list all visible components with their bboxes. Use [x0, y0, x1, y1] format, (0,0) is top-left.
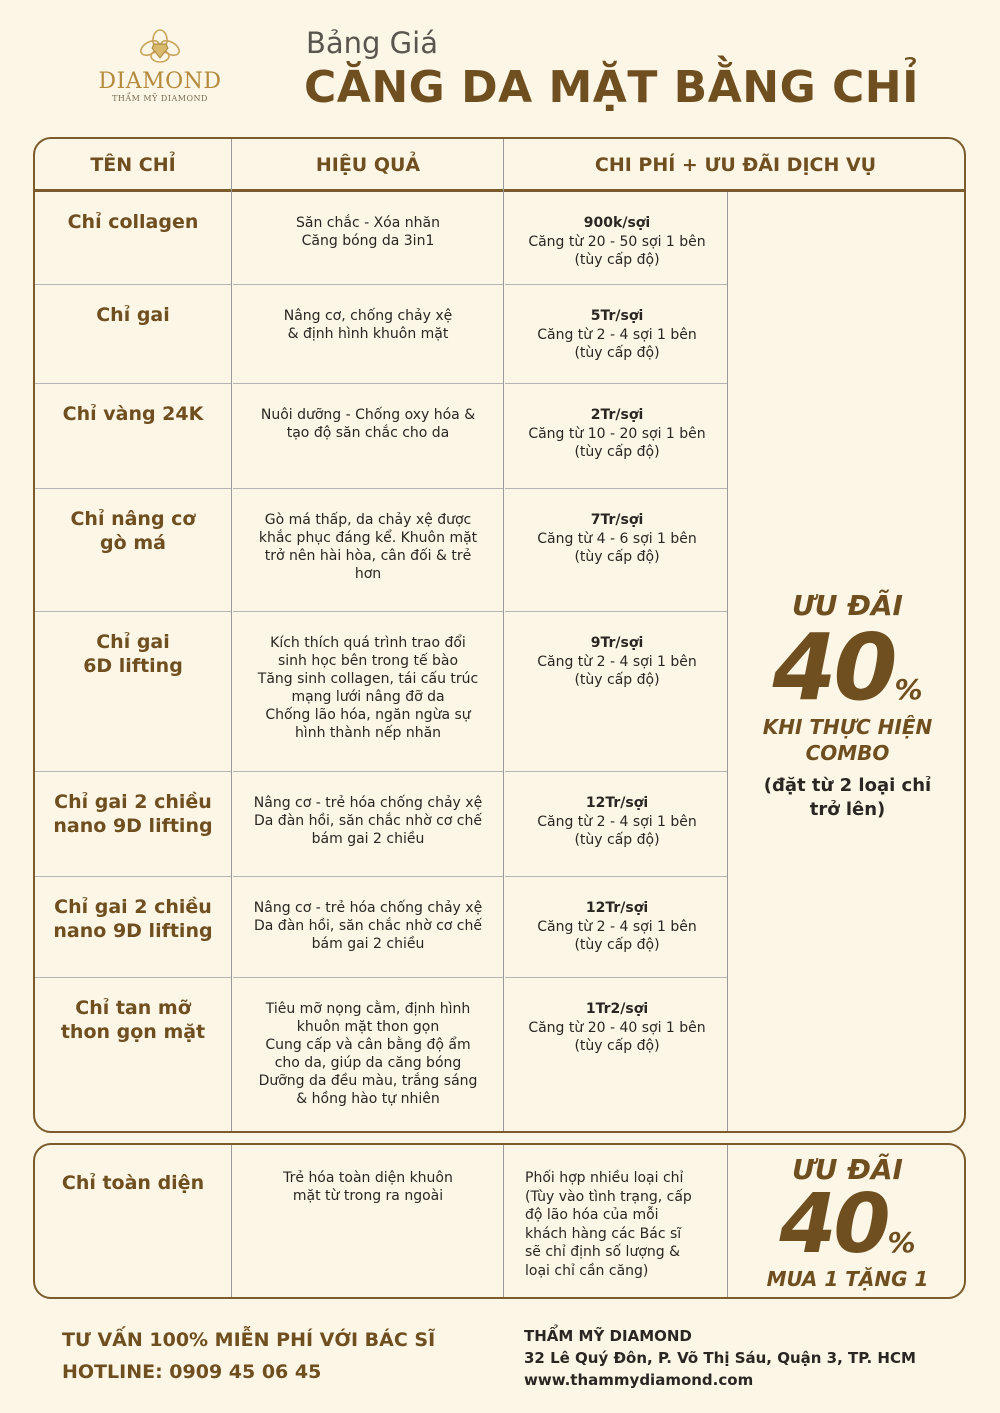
thread-effect-line: Nuôi dưỡng - Chống oxy hóa & [260, 407, 476, 423]
thread-name-line: Chỉ tan mỡ [75, 997, 191, 1019]
footer-brand: THẨM MỸ DIAMOND [524, 1327, 692, 1345]
row-divider [35, 611, 231, 612]
combo-price-line: (Tùy vào tình trạng, cấp [525, 1188, 692, 1205]
column-divider [503, 139, 504, 1133]
thread-price-value: 7Tr/sợi [590, 512, 644, 528]
thread-price [505, 214, 729, 270]
thread-name [35, 996, 231, 1044]
thread-effect-line: Nâng cơ - trẻ hóa chống chảy xệ [253, 900, 483, 916]
row-divider [505, 977, 727, 978]
column-header-price: CHI PHÍ + ƯU ĐÃI DỊCH VỤ [594, 154, 877, 176]
thread-price-note: (tùy cấp độ) [574, 832, 660, 848]
row-divider [233, 876, 503, 877]
row-divider [505, 284, 727, 285]
thread-price-detail: Căng từ 2 - 4 sợi 1 bên [537, 326, 697, 343]
thread-price-note: (tùy cấp độ) [574, 672, 660, 688]
thread-effect-line: bám gai 2 chiều [311, 936, 425, 952]
thread-price-note: (tùy cấp độ) [574, 549, 660, 565]
offer-note-2: trở lên) [809, 799, 886, 820]
row-divider [505, 771, 727, 772]
thread-name [35, 895, 231, 943]
thread-price-note: (tùy cấp độ) [574, 345, 660, 361]
thread-effect-line: & định hình khuôn mặt [287, 326, 449, 342]
offer-percent: % [894, 673, 923, 706]
thread-effect [233, 406, 503, 442]
thread-effect [233, 899, 503, 953]
thread-name-line: 6D lifting [83, 655, 183, 677]
thread-price [505, 634, 729, 690]
column-header-effect: HIỆU QUẢ [315, 154, 421, 176]
thread-price [505, 406, 729, 462]
thread-effect-line: Tiêu mỡ nọng cằm, định hình [265, 1001, 471, 1017]
thread-price-value: 12Tr/sợi [585, 795, 649, 811]
thread-effect-line: Dưỡng da đều màu, trắng sáng [258, 1073, 478, 1089]
row-divider [233, 611, 503, 612]
logo-subtitle: THẨM MỸ DIAMOND [112, 94, 208, 103]
combo-name: Chỉ toàn diện [61, 1172, 205, 1194]
hotline-link[interactable]: HOTLINE: 0909 45 06 45 [62, 1361, 322, 1383]
offer-line-2: COMBO [805, 741, 890, 765]
thread-name [35, 630, 231, 678]
combo-effect-line: mặt từ trong ra ngoài [292, 1188, 444, 1204]
thread-effect-line: Da đàn hồi, săn chắc nhờ cơ chế [254, 813, 482, 829]
row-divider [233, 977, 503, 978]
row-divider [35, 876, 231, 877]
offer-number: 40 [779, 1177, 888, 1272]
offer-discount [729, 614, 966, 721]
thread-name-line: Chỉ gai [96, 304, 170, 326]
offer-note-1: (đặt từ 2 loại chỉ [763, 775, 932, 796]
thread-effect-line: hơn [354, 566, 382, 582]
row-divider [233, 771, 503, 772]
thread-effect-line: Nâng cơ, chống chảy xệ [283, 308, 453, 324]
thread-price-detail: Căng từ 10 - 20 sợi 1 bên [528, 425, 706, 442]
thread-name-line: Chỉ gai 2 chiều [54, 791, 212, 813]
thread-effect [233, 307, 503, 343]
footer-contact [62, 1326, 435, 1386]
offer-line-1: MUA 1 TẶNG 1 [766, 1267, 929, 1291]
column-divider [503, 1145, 504, 1299]
thread-name [35, 402, 231, 426]
thread-price-detail: Căng từ 2 - 4 sợi 1 bên [537, 813, 697, 830]
column-header-name: TÊN CHỈ [90, 154, 176, 176]
combo-price-line: loại chỉ cần căng) [525, 1262, 649, 1279]
thread-name-line: Chỉ nâng cơ [70, 508, 196, 530]
row-divider [505, 488, 727, 489]
thread-effect-line: sinh học bên trong tế bào [277, 653, 459, 669]
thread-effect-line: Săn chắc - Xóa nhăn [296, 215, 440, 231]
thread-effect-line: Cung cấp và cân bằng độ ẩm [265, 1037, 471, 1053]
row-divider [505, 611, 727, 612]
header-divider [35, 189, 964, 192]
thread-price-detail: Căng từ 4 - 6 sợi 1 bên [537, 530, 697, 547]
combo-price-line: khách hàng các Bác sĩ [525, 1225, 682, 1242]
row-divider [505, 383, 727, 384]
thread-name-line: nano 9D lifting [53, 920, 213, 942]
row-divider [35, 488, 231, 489]
thread-price-value: 900k/sợi [583, 215, 651, 231]
combo-price-line: sẽ chỉ định số lượng & [525, 1244, 681, 1260]
thread-price-note: (tùy cấp độ) [574, 444, 660, 460]
thread-effect [233, 511, 503, 583]
thread-price-note: (tùy cấp độ) [574, 1038, 660, 1054]
thread-effect-line: Tăng sinh collagen, tái cấu trúc [257, 671, 479, 687]
thread-effect-line: Gò má thấp, da chảy xệ được [264, 512, 472, 528]
thread-effect-line: khắc phục đáng kể. Khuôn mặt [258, 530, 478, 546]
row-divider [233, 383, 503, 384]
thread-effect-line: Chống lão hóa, ngăn ngừa sự [265, 707, 471, 723]
logo-wordmark: DIAMOND [98, 69, 222, 94]
column-divider [231, 139, 232, 1133]
offer-title: ƯU ĐÃI [792, 1153, 903, 1186]
thread-price-detail: Căng từ 20 - 40 sợi 1 bên [528, 1019, 706, 1036]
thread-price [505, 511, 729, 567]
thread-effect-line: tạo độ săn chắc cho da [286, 425, 450, 441]
brand-logo [90, 28, 230, 112]
row-divider [35, 383, 231, 384]
thread-effect-line: Căng bóng da 3in1 [301, 233, 435, 249]
row-divider [233, 488, 503, 489]
thread-price [505, 307, 729, 363]
combo-table [33, 1143, 966, 1299]
thread-effect-line: & hồng hào tự nhiên [296, 1091, 440, 1107]
offer-line-1: KHI THỰC HIỆN [762, 715, 933, 739]
thread-name [35, 303, 231, 327]
thread-price-detail: Căng từ 20 - 50 sợi 1 bên [528, 233, 706, 250]
thread-name [35, 210, 231, 234]
thread-price [505, 1000, 729, 1056]
thread-effect [233, 1000, 503, 1108]
diamond-logo-icon [138, 28, 182, 68]
row-divider [35, 284, 231, 285]
consult-text: TƯ VẤN 100% MIỄN PHÍ VỚI BÁC SĨ [62, 1329, 436, 1351]
combo-price-line: Phối hợp nhiều loại chỉ [525, 1170, 684, 1186]
thread-effect-line: bám gai 2 chiều [311, 831, 425, 847]
combo-effect-line: Trẻ hóa toàn diện khuôn [283, 1170, 453, 1186]
column-divider [231, 1145, 232, 1299]
website-link[interactable]: www.thammydiamond.com [524, 1371, 754, 1389]
offer-percent: % [887, 1226, 916, 1259]
thread-effect-line: hình thành nếp nhăn [294, 725, 442, 741]
row-divider [233, 284, 503, 285]
combo-offer [729, 589, 966, 822]
thread-effect-line: Kích thích quá trình trao đổi [270, 635, 466, 651]
thread-name-line: Chỉ collagen [67, 211, 199, 233]
thread-effect-line: mạng lưới nâng đỡ da [291, 689, 445, 705]
thread-price-value: 12Tr/sợi [585, 900, 649, 916]
thread-name-line: nano 9D lifting [53, 815, 213, 837]
thread-price [505, 794, 729, 850]
thread-price-value: 5Tr/sợi [590, 308, 644, 324]
thread-price [505, 899, 729, 955]
thread-effect-line: cho da, giúp da căng bóng [274, 1055, 462, 1071]
thread-price-note: (tùy cấp độ) [574, 252, 660, 268]
offer-discount [729, 1177, 966, 1272]
price-table [33, 137, 966, 1133]
thread-price-value: 9Tr/sợi [590, 635, 644, 651]
thread-effect-line: khuôn mặt thon gọn [296, 1019, 440, 1035]
thread-price-detail: Căng từ 2 - 4 sợi 1 bên [537, 653, 697, 670]
thread-name [35, 790, 231, 838]
thread-name [35, 507, 231, 555]
offer-number: 40 [772, 614, 895, 721]
combo-price [505, 1169, 729, 1280]
combo-effect [233, 1169, 503, 1205]
row-divider [35, 977, 231, 978]
thread-name-line: Chỉ gai 2 chiều [54, 896, 212, 918]
thread-name-line: thon gọn mặt [60, 1021, 206, 1043]
thread-effect-line: Da đàn hồi, săn chắc nhờ cơ chế [254, 918, 482, 934]
thread-name-line: Chỉ vàng 24K [62, 403, 204, 425]
thread-effect-line: trở nên hài hòa, cân đối & trẻ [264, 548, 472, 564]
page-title: CĂNG DA MẶT BẰNG CHỈ [304, 62, 919, 113]
thread-price-note: (tùy cấp độ) [574, 937, 660, 953]
footer-address-line: 32 Lê Quý Đôn, P. Võ Thị Sáu, Quận 3, TP. HCM [524, 1349, 916, 1367]
footer-address [524, 1325, 916, 1391]
thread-effect [233, 794, 503, 848]
row-divider [35, 771, 231, 772]
thread-effect [233, 214, 503, 250]
combo-price-line: độ lão hóa của mỗi [525, 1207, 659, 1223]
buy-one-offer [729, 1153, 966, 1292]
thread-name-line: Chỉ gai [96, 631, 170, 653]
thread-price-detail: Căng từ 2 - 4 sợi 1 bên [537, 918, 697, 935]
thread-effect-line: Nâng cơ - trẻ hóa chống chảy xệ [253, 795, 483, 811]
row-divider [505, 876, 727, 877]
thread-price-value: 2Tr/sợi [590, 407, 644, 423]
thread-price-value: 1Tr2/sợi [585, 1001, 649, 1017]
thread-name-line: gò má [100, 532, 166, 554]
page-subtitle: Bảng Giá [306, 26, 438, 60]
thread-effect [233, 634, 503, 742]
offer-title: ƯU ĐÃI [792, 589, 903, 622]
